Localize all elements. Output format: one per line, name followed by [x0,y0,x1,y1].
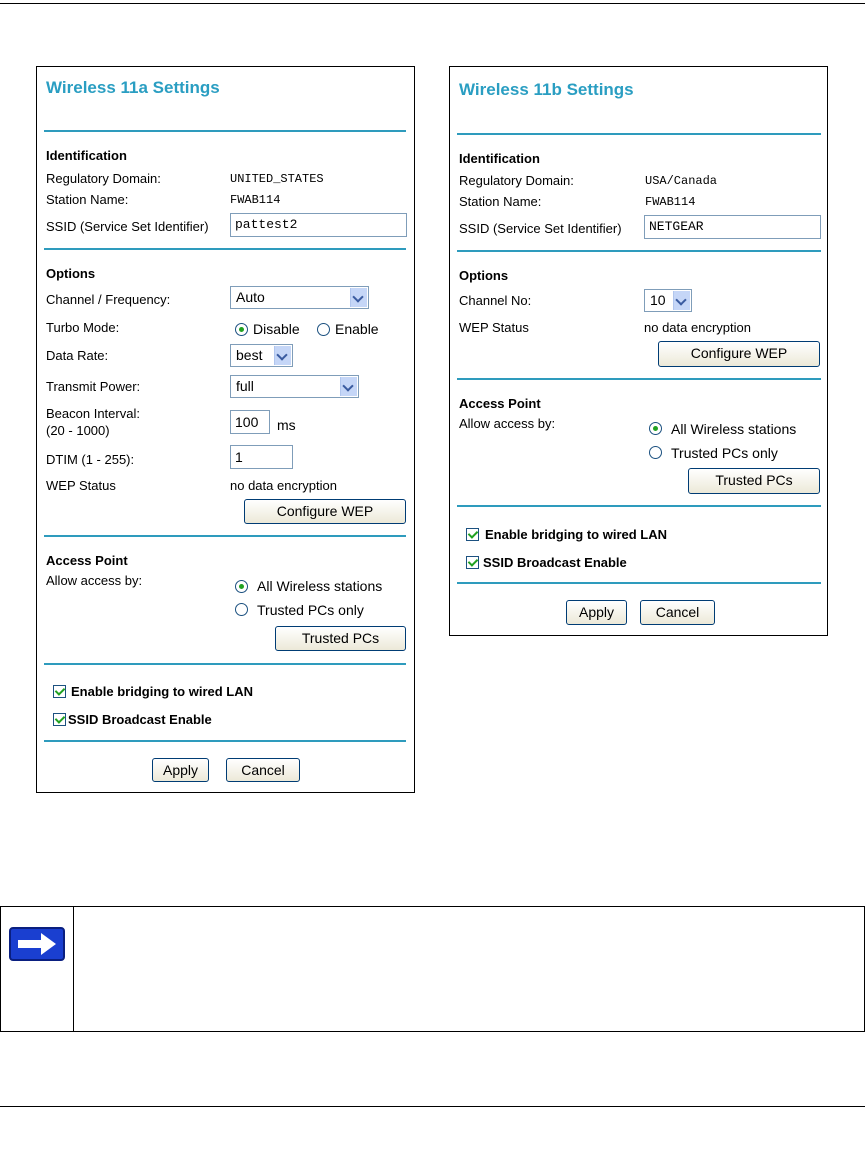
transmit-power-label: Transmit Power: [46,379,141,394]
wireless-11a-settings-panel [36,66,415,793]
separator [44,663,406,665]
turbo-enable-label: Enable [335,321,379,337]
ssid-input[interactable]: NETGEAR [644,215,821,239]
data-rate-select[interactable] [230,344,293,367]
beacon-interval-range: (20 - 1000) [46,423,110,438]
trusted-pcs-only-label: Trusted PCs only [671,445,778,461]
channel-no-value: 10 [650,292,666,308]
turbo-enable-radio[interactable] [317,323,330,336]
allow-access-label: Allow access by: [46,573,143,588]
access-point-heading: Access Point [459,396,541,411]
ssid-label: SSID (Service Set Identifier) [46,219,209,234]
turbo-disable-radio[interactable] [235,323,248,336]
chevron-down-icon [350,288,367,307]
channel-no-select[interactable] [644,289,692,312]
ssid-label: SSID (Service Set Identifier) [459,221,622,236]
channel-no-label: Channel No: [459,293,532,308]
transmit-power-value: full [236,378,254,394]
panel-title: Wireless 11b Settings [459,80,634,99]
turbo-disable-label: Disable [253,321,300,337]
wep-status-label: WEP Status [46,478,116,493]
regulatory-domain-value: USA/Canada [645,174,718,188]
options-heading: Options [459,268,509,283]
regulatory-domain-label: Regulatory Domain: [46,171,161,186]
regulatory-domain-label: Regulatory Domain: [459,173,574,188]
options-heading: Options [46,266,96,281]
chevron-down-icon [340,377,357,396]
station-name-value: FWAB114 [645,195,696,209]
turbo-mode-label: Turbo Mode: [46,320,120,335]
arrow-right-icon [9,927,65,961]
station-name-value: FWAB114 [230,193,281,207]
separator [457,582,821,584]
all-wireless-stations-label: All Wireless stations [257,578,383,594]
all-wireless-stations-radio[interactable] [649,422,662,435]
top-rule [0,3,865,4]
wireless-11b-settings-panel [449,66,828,636]
chevron-down-icon [274,346,291,365]
panel-title: Wireless 11a Settings [46,78,220,97]
enable-bridging-checkbox[interactable] [53,685,66,698]
separator [457,378,821,380]
trusted-pcs-button[interactable]: Trusted PCs [688,468,820,494]
bottom-rule [0,1106,865,1107]
wep-status-value: no data encryption [644,320,751,335]
apply-button[interactable]: Apply [152,758,209,782]
apply-button[interactable]: Apply [566,600,627,625]
trusted-pcs-only-radio[interactable] [649,446,662,459]
note-box [0,906,865,1032]
trusted-pcs-button[interactable]: Trusted PCs [275,626,406,651]
ssid-broadcast-label: SSID Broadcast Enable [483,555,627,570]
trusted-pcs-only-radio[interactable] [235,603,248,616]
station-name-label: Station Name: [46,192,129,207]
enable-bridging-label: Enable bridging to wired LAN [485,527,667,542]
data-rate-value: best [236,347,263,363]
separator [457,250,821,252]
allow-access-label: Allow access by: [459,416,556,431]
separator [44,535,406,537]
access-point-heading: Access Point [46,553,128,568]
enable-bridging-label: Enable bridging to wired LAN [71,684,253,699]
separator [44,248,406,250]
wep-status-value: no data encryption [230,478,337,493]
beacon-interval-label: Beacon Interval: [46,406,140,421]
separator [457,133,821,135]
ssid-broadcast-checkbox[interactable] [466,556,479,569]
regulatory-domain-value: UNITED_STATES [230,172,324,186]
ssid-input[interactable]: pattest2 [230,213,407,237]
note-divider [73,907,74,1031]
configure-wep-button[interactable]: Configure WEP [658,341,820,367]
data-rate-label: Data Rate: [46,348,109,363]
all-wireless-stations-label: All Wireless stations [671,421,797,437]
trusted-pcs-only-label: Trusted PCs only [257,602,364,618]
channel-frequency-label: Channel / Frequency: [46,292,171,307]
separator [457,505,821,507]
enable-bridging-checkbox[interactable] [466,528,479,541]
chevron-down-icon [673,291,690,310]
beacon-interval-input[interactable]: 100 [230,410,270,434]
channel-frequency-select[interactable] [230,286,369,309]
cancel-button[interactable]: Cancel [226,758,300,782]
all-wireless-stations-radio[interactable] [235,580,248,593]
station-name-label: Station Name: [459,194,542,209]
ssid-broadcast-checkbox[interactable] [53,713,66,726]
wep-status-label: WEP Status [459,320,529,335]
dtim-label: DTIM (1 - 255): [46,452,135,467]
configure-wep-button[interactable]: Configure WEP [244,499,406,524]
cancel-button[interactable]: Cancel [640,600,715,625]
transmit-power-select[interactable] [230,375,359,398]
ssid-broadcast-label: SSID Broadcast Enable [68,712,212,727]
identification-heading: Identification [46,148,127,163]
channel-frequency-value: Auto [236,289,265,305]
separator [44,740,406,742]
beacon-interval-unit: ms [277,417,296,433]
separator [44,130,406,132]
dtim-input[interactable]: 1 [230,445,293,469]
identification-heading: Identification [459,151,540,166]
